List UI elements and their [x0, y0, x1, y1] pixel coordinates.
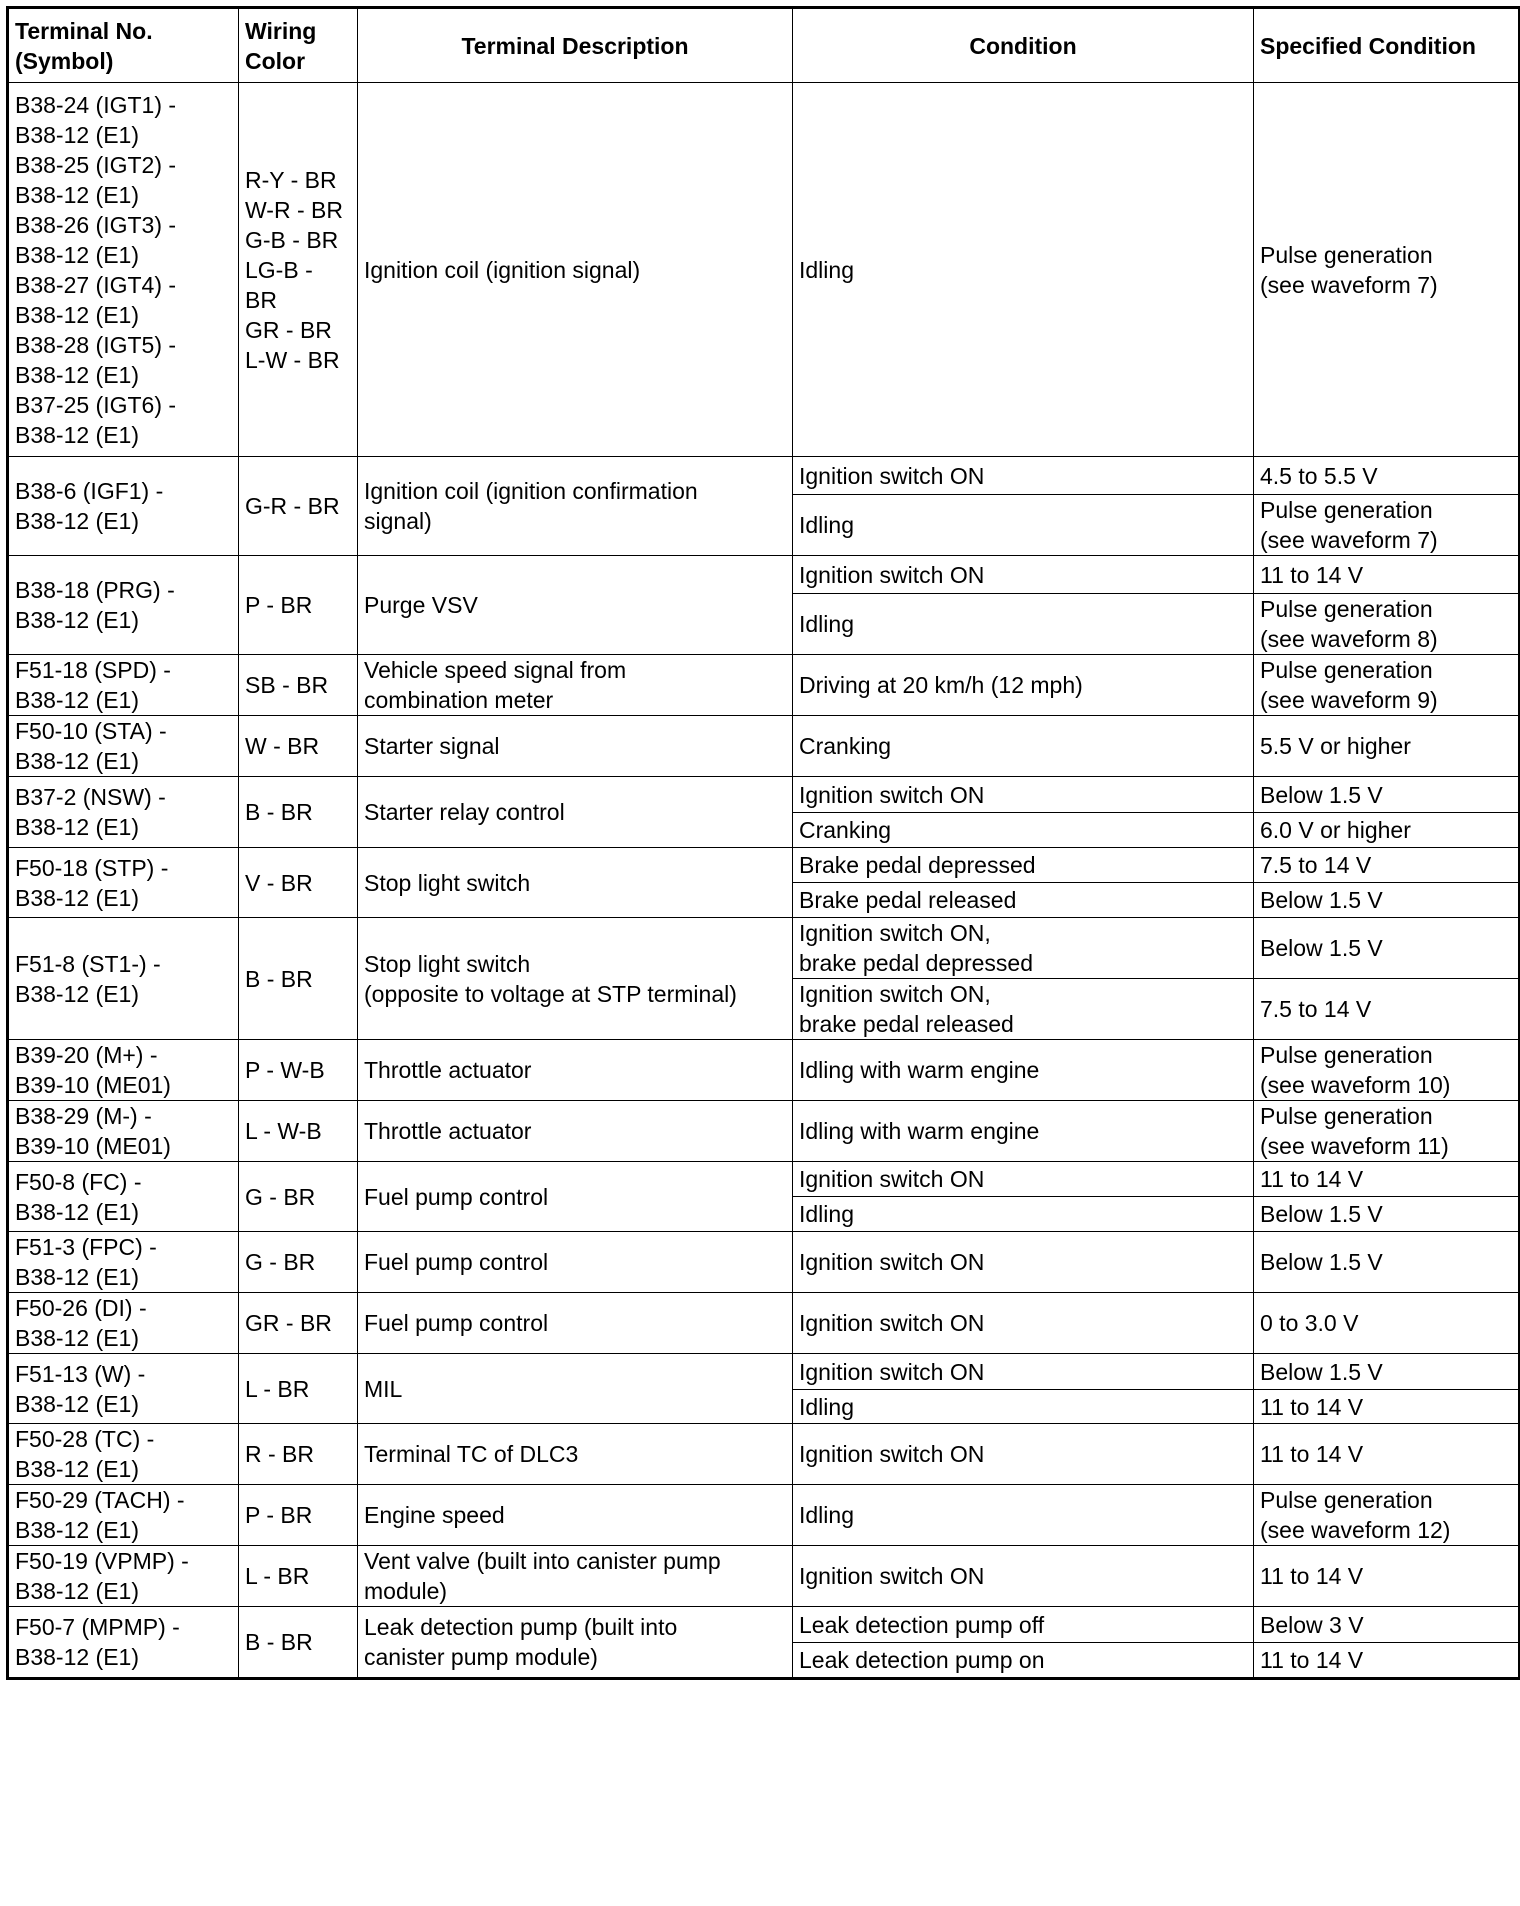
condition-cell: Brake pedal released [793, 883, 1254, 918]
specified-condition-cell: 11 to 14 V [1254, 1162, 1520, 1197]
specified-condition-cell: 5.5 V or higher [1254, 716, 1520, 777]
description-cell: Starter relay control [358, 777, 793, 848]
wiring-color-cell: P - BR [239, 1485, 358, 1546]
specified-condition-cell: Below 1.5 V [1254, 777, 1520, 813]
wiring-color-cell: W - BR [239, 716, 358, 777]
specified-condition-cell: Pulse generation (see waveform 12) [1254, 1485, 1520, 1546]
specified-condition-cell: 11 to 14 V [1254, 1546, 1520, 1607]
terminal-cell: F50-26 (DI) - B38-12 (E1) [8, 1293, 239, 1354]
condition-cell: Ignition switch ON [793, 777, 1254, 813]
condition-cell: Cranking [793, 716, 1254, 777]
description-cell: Fuel pump control [358, 1232, 793, 1293]
description-cell: Terminal TC of DLC3 [358, 1424, 793, 1485]
description-cell: Purge VSV [358, 556, 793, 655]
table-row [8, 457, 1520, 495]
condition-cell: Ignition switch ON [793, 1162, 1254, 1197]
specified-condition-cell: Pulse generation (see waveform 10) [1254, 1040, 1520, 1101]
description-cell: Stop light switch [358, 848, 793, 918]
table-row [8, 1424, 1520, 1485]
condition-cell: Brake pedal depressed [793, 848, 1254, 883]
specified-condition-cell: Below 1.5 V [1254, 1197, 1520, 1232]
terminal-cell: F51-8 (ST1-) - B38-12 (E1) [8, 918, 239, 1040]
description-cell: Throttle actuator [358, 1101, 793, 1162]
condition-cell: Idling [793, 83, 1254, 457]
table-row [8, 1040, 1520, 1101]
terminal-cell: F50-8 (FC) - B38-12 (E1) [8, 1162, 239, 1232]
specified-condition-cell: Pulse generation (see waveform 8) [1254, 594, 1520, 655]
condition-cell: Idling [793, 594, 1254, 655]
condition-cell: Driving at 20 km/h (12 mph) [793, 655, 1254, 716]
terminal-cell: B38-6 (IGF1) - B38-12 (E1) [8, 457, 239, 556]
terminal-cell: F51-3 (FPC) - B38-12 (E1) [8, 1232, 239, 1293]
table-row [8, 1293, 1520, 1354]
specified-condition-cell: 11 to 14 V [1254, 556, 1520, 594]
condition-cell: Idling with warm engine [793, 1101, 1254, 1162]
specified-condition-cell: Below 1.5 V [1254, 918, 1520, 979]
wiring-color-cell: SB - BR [239, 655, 358, 716]
condition-cell: Ignition switch ON [793, 1546, 1254, 1607]
description-cell: MIL [358, 1354, 793, 1424]
terminal-cell: F51-13 (W) - B38-12 (E1) [8, 1354, 239, 1424]
terminal-table-container [6, 6, 1518, 1680]
description-cell: Ignition coil (ignition signal) [358, 83, 793, 457]
condition-cell: Idling [793, 1390, 1254, 1424]
terminal-cell: F50-28 (TC) - B38-12 (E1) [8, 1424, 239, 1485]
specified-condition-cell: Below 1.5 V [1254, 883, 1520, 918]
header-condition: Condition [793, 8, 1254, 83]
condition-cell: Leak detection pump off [793, 1607, 1254, 1643]
condition-cell: Cranking [793, 813, 1254, 848]
terminal-table [6, 6, 1520, 1680]
description-cell: Throttle actuator [358, 1040, 793, 1101]
description-cell: Vehicle speed signal from combination meter [358, 655, 793, 716]
terminal-cell: F50-10 (STA) - B38-12 (E1) [8, 716, 239, 777]
specified-condition-cell: Below 1.5 V [1254, 1354, 1520, 1390]
table-body [8, 83, 1520, 1679]
condition-cell: Leak detection pump on [793, 1643, 1254, 1679]
description-cell: Fuel pump control [358, 1162, 793, 1232]
terminal-cell: B38-29 (M-) - B39-10 (ME01) [8, 1101, 239, 1162]
condition-cell: Idling with warm engine [793, 1040, 1254, 1101]
wiring-color-cell: G - BR [239, 1232, 358, 1293]
table-row [8, 1162, 1520, 1197]
description-cell: Starter signal [358, 716, 793, 777]
table-row [8, 1546, 1520, 1607]
specified-condition-cell: 0 to 3.0 V [1254, 1293, 1520, 1354]
table-row [8, 83, 1520, 457]
condition-cell: Ignition switch ON, brake pedal released [793, 979, 1254, 1040]
condition-cell: Idling [793, 1485, 1254, 1546]
table-row [8, 655, 1520, 716]
terminal-cell: B38-24 (IGT1) - B38-12 (E1) B38-25 (IGT2) - B38-12 (E1) B38-26 (IGT3) - B38-12 (E1) B38-27 (IGT4) - B38-12 (E1) B38-28 (IGT5) - B38-12 (E1) B37-25 (IGT6) - B38-12 (E1) [8, 83, 239, 457]
condition-cell: Ignition switch ON [793, 457, 1254, 495]
table-row [8, 556, 1520, 594]
condition-cell: Ignition switch ON [793, 1232, 1254, 1293]
wiring-color-cell: L - W-B [239, 1101, 358, 1162]
specified-condition-cell: 6.0 V or higher [1254, 813, 1520, 848]
wiring-color-cell: B - BR [239, 918, 358, 1040]
specified-condition-cell: Pulse generation (see waveform 7) [1254, 495, 1520, 556]
header-terminal-description: Terminal Description [358, 8, 793, 83]
header-terminal: Terminal No. (Symbol) [8, 8, 239, 83]
description-cell: Engine speed [358, 1485, 793, 1546]
wiring-color-cell: R-Y - BR W-R - BR G-B - BR LG-B - BR GR - BR L-W - BR [239, 83, 358, 457]
wiring-color-cell: P - BR [239, 556, 358, 655]
description-cell: Fuel pump control [358, 1293, 793, 1354]
specified-condition-cell: Pulse generation (see waveform 9) [1254, 655, 1520, 716]
condition-cell: Ignition switch ON [793, 1354, 1254, 1390]
table-row [8, 716, 1520, 777]
terminal-cell: F50-7 (MPMP) - B38-12 (E1) [8, 1607, 239, 1679]
specified-condition-cell: Below 3 V [1254, 1607, 1520, 1643]
terminal-cell: B37-2 (NSW) - B38-12 (E1) [8, 777, 239, 848]
description-cell: Ignition coil (ignition confirmation signal) [358, 457, 793, 556]
wiring-color-cell: R - BR [239, 1424, 358, 1485]
condition-cell: Idling [793, 1197, 1254, 1232]
specified-condition-cell: 7.5 to 14 V [1254, 848, 1520, 883]
wiring-color-cell: B - BR [239, 777, 358, 848]
specified-condition-cell: Pulse generation (see waveform 7) [1254, 83, 1520, 457]
condition-cell: Ignition switch ON [793, 1293, 1254, 1354]
condition-cell: Idling [793, 495, 1254, 556]
specified-condition-cell: 4.5 to 5.5 V [1254, 457, 1520, 495]
header-wiring-color: Wiring Color [239, 8, 358, 83]
wiring-color-cell: B - BR [239, 1607, 358, 1679]
condition-cell: Ignition switch ON [793, 556, 1254, 594]
specified-condition-cell: Pulse generation (see waveform 11) [1254, 1101, 1520, 1162]
specified-condition-cell: 11 to 14 V [1254, 1424, 1520, 1485]
table-row [8, 1232, 1520, 1293]
specified-condition-cell: 7.5 to 14 V [1254, 979, 1520, 1040]
description-cell: Leak detection pump (built into canister pump module) [358, 1607, 793, 1679]
wiring-color-cell: P - W-B [239, 1040, 358, 1101]
terminal-cell: F50-18 (STP) - B38-12 (E1) [8, 848, 239, 918]
terminal-cell: F51-18 (SPD) - B38-12 (E1) [8, 655, 239, 716]
table-row [8, 918, 1520, 979]
table-row [8, 1485, 1520, 1546]
wiring-color-cell: GR - BR [239, 1293, 358, 1354]
terminal-cell: B38-18 (PRG) - B38-12 (E1) [8, 556, 239, 655]
wiring-color-cell: G-R - BR [239, 457, 358, 556]
table-row [8, 848, 1520, 883]
terminal-cell: F50-29 (TACH) - B38-12 (E1) [8, 1485, 239, 1546]
specified-condition-cell: 11 to 14 V [1254, 1643, 1520, 1679]
wiring-color-cell: V - BR [239, 848, 358, 918]
condition-cell: Ignition switch ON [793, 1424, 1254, 1485]
header-specified-condition: Specified Condition [1254, 8, 1520, 83]
table-row [8, 1101, 1520, 1162]
specified-condition-cell: Below 1.5 V [1254, 1232, 1520, 1293]
table-row [8, 777, 1520, 813]
table-row [8, 1354, 1520, 1390]
wiring-color-cell: L - BR [239, 1546, 358, 1607]
terminal-cell: F50-19 (VPMP) - B38-12 (E1) [8, 1546, 239, 1607]
terminal-cell: B39-20 (M+) - B39-10 (ME01) [8, 1040, 239, 1101]
description-cell: Vent valve (built into canister pump module) [358, 1546, 793, 1607]
condition-cell: Ignition switch ON, brake pedal depressed [793, 918, 1254, 979]
description-cell: Stop light switch (opposite to voltage at STP terminal) [358, 918, 793, 1040]
specified-condition-cell: 11 to 14 V [1254, 1390, 1520, 1424]
table-row [8, 1607, 1520, 1643]
header-row [8, 8, 1520, 83]
wiring-color-cell: G - BR [239, 1162, 358, 1232]
wiring-color-cell: L - BR [239, 1354, 358, 1424]
